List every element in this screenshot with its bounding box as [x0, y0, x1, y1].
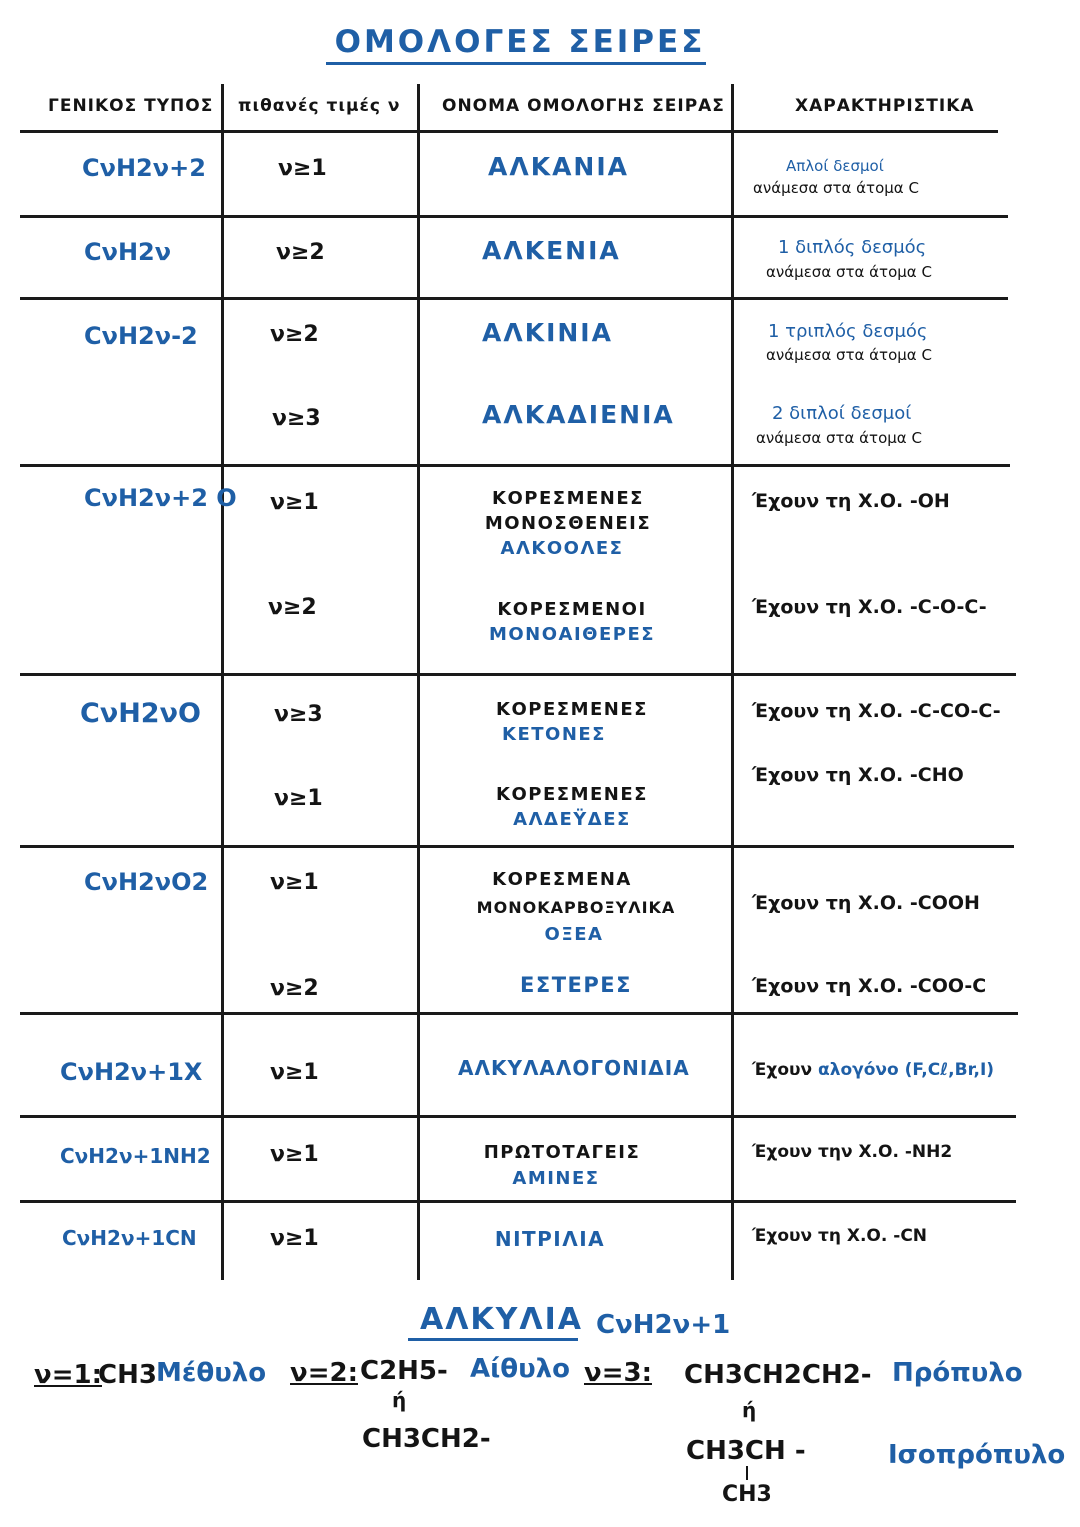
v2-label: ν=2:: [290, 1358, 358, 1388]
v2-or: ή: [392, 1388, 407, 1412]
v2-formula: C2H5-: [360, 1356, 448, 1386]
alkyls-formula: CνH2ν+1: [596, 1310, 731, 1340]
series-name: ΚΟΡΕΣΜΕΝΕΣ: [496, 784, 648, 805]
condition: ν≥1: [270, 870, 319, 895]
header-general-type: ΓΕΝΙΚΟΣ ΤΥΠΟΣ: [48, 96, 214, 116]
series-name: ΚΟΡΕΣΜΕΝΕΣ: [496, 699, 648, 720]
series-name: ΑΛΚΟΟΛΕΣ: [500, 538, 624, 559]
alkyls-underline: [408, 1338, 578, 1341]
formula-amines: CνH2ν+1NH2: [60, 1144, 211, 1168]
row-divider: [20, 215, 1008, 218]
series-name: ΑΛΚΕΝΙΑ: [482, 236, 621, 265]
series-name: ΝΙΤΡΙΛΙΑ: [494, 1227, 606, 1251]
formula-alkyl-halides: CνH2ν+1X: [60, 1058, 203, 1086]
series-name: ΜΟΝΟΚΑΡΒΟΞΥΛΙΚΑ: [476, 898, 676, 917]
series-name: ΜΟΝΟΣΘΕΝΕΙΣ: [484, 513, 652, 534]
series-name: ΜΟΝΟΑΙΘΕΡΕΣ: [488, 624, 656, 645]
title-underline: [326, 62, 706, 65]
row-divider: [20, 1200, 1016, 1203]
characteristic: 2 διπλοί δεσμοί: [772, 403, 912, 424]
row-divider: [20, 845, 1014, 848]
v3-alt-formula: CH3CH -: [686, 1436, 806, 1466]
characteristic: Απλοί δεσμοί: [786, 157, 884, 175]
v3-formula: CH3CH2CH2-: [684, 1360, 872, 1390]
condition: ν≥3: [272, 406, 321, 431]
condition: ν≥2: [270, 322, 319, 347]
series-name: ΕΣΤΕΡΕΣ: [520, 973, 632, 997]
formula-alkynes: CνH2ν-2: [84, 322, 198, 350]
series-name: ΟΞΕΑ: [544, 924, 604, 945]
series-name: ΑΛΚΥΛΑΛΟΓΟΝΙΔΙΑ: [458, 1056, 690, 1080]
row-divider: [20, 464, 1010, 467]
series-name: ΠΡΩΤΟΤΑΓΕΙΣ: [483, 1142, 641, 1163]
formula-nitriles: CνH2ν+1CN: [62, 1226, 197, 1250]
characteristic: Έχουν τη Χ.Ο. -COOH: [752, 892, 980, 914]
page-title: ΟΜΟΛΟΓΕΣ ΣΕΙΡΕΣ: [334, 24, 706, 60]
characteristic: ανάμεσα στα άτομα C: [766, 346, 932, 364]
v3-or: ή: [742, 1398, 757, 1422]
series-name: ΑΛΚΙΝΙΑ: [482, 318, 613, 347]
series-name: ΚΕΤΟΝΕΣ: [502, 724, 606, 745]
condition: ν≥1: [278, 156, 327, 181]
characteristic: Έχουν την Χ.Ο. -NH2: [752, 1142, 953, 1162]
series-name: ΑΛΔΕΫΔΕΣ: [513, 809, 631, 830]
characteristic: Έχουν τη Χ.Ο. -C-O-C-: [752, 596, 987, 618]
v2-alt-formula: CH3CH2-: [362, 1424, 491, 1454]
characteristic: Έχουν τη Χ.Ο. -ΟΗ: [752, 490, 950, 512]
row-divider: [20, 297, 1008, 300]
v2-name: Αίθυλο: [470, 1354, 570, 1384]
characteristic: Έχουν τη Χ.Ο. -CN: [752, 1226, 928, 1246]
condition: ν≥1: [274, 786, 323, 811]
formula-ketones-aldehydes: CνH2νO: [80, 698, 201, 729]
characteristic: ανάμεσα στα άτομα C: [756, 429, 922, 447]
characteristic: 1 διπλός δεσμός: [778, 237, 927, 258]
v1-name: Μέθυλο: [156, 1358, 267, 1388]
characteristic: [752, 1060, 994, 1080]
branch-bond: [746, 1466, 748, 1480]
series-name: ΑΛΚΑΔΙΕΝΙΑ: [482, 400, 675, 429]
characteristic-elements: (F,Cℓ,Br,I): [904, 1060, 995, 1080]
characteristic: Έχουν τη Χ.Ο. -CHO: [752, 764, 964, 786]
characteristic-halogen: αλογόνο: [818, 1060, 899, 1080]
characteristic-text: Έχουν: [752, 1060, 813, 1080]
condition: ν≥1: [270, 490, 319, 515]
v3-alt-name: Ισοπρόπυλο: [888, 1440, 1066, 1470]
condition: ν≥3: [274, 702, 323, 727]
header-characteristics: ΧΑΡΑΚΤΗΡΙΣΤΙΚΑ: [795, 96, 975, 116]
formula-alcohols: CνH2ν+2 O: [84, 484, 237, 512]
condition: ν≥2: [276, 240, 325, 265]
characteristic: Έχουν τη Χ.Ο. -COO-C: [752, 975, 987, 997]
condition: ν≥2: [270, 976, 319, 1001]
characteristic: ανάμεσα στα άτομα C: [766, 263, 932, 281]
formula-acids-esters: CνH2νO2: [84, 868, 209, 896]
series-name: ΑΛΚΑΝΙΑ: [488, 152, 629, 181]
condition: ν≥1: [270, 1226, 319, 1251]
condition: ν≥1: [270, 1060, 319, 1085]
series-name: ΚΟΡΕΣΜΕΝΟΙ: [497, 599, 647, 620]
header-series-name: ΟΝΟΜΑ ΟΜΟΛΟΓΗΣ ΣΕΙΡΑΣ: [442, 96, 725, 116]
characteristic: ανάμεσα στα άτομα C: [753, 179, 919, 197]
v1-formula: CH3: [98, 1360, 157, 1390]
header-possible-values: πιθανές τιμές ν: [238, 96, 401, 116]
alkyls-title: ΑΛΚΥΛΙΑ: [420, 1302, 584, 1337]
column-divider: [221, 84, 224, 1280]
column-divider: [417, 84, 420, 1280]
column-divider: [731, 84, 734, 1280]
series-name: ΚΟΡΕΣΜΕΝΑ: [492, 869, 632, 890]
characteristic: 1 τριπλός δεσμός: [768, 321, 928, 342]
v3-label: ν=3:: [584, 1358, 652, 1388]
formula-alkanes: CνH2ν+2: [82, 154, 206, 182]
v3-branch: CH3: [722, 1482, 772, 1507]
row-divider: [20, 673, 1016, 676]
series-name: ΑΜΙΝΕΣ: [512, 1168, 600, 1189]
formula-alkenes: CνH2ν: [84, 238, 172, 266]
row-divider: [20, 130, 998, 133]
characteristic: Έχουν τη Χ.Ο. -C-CO-C-: [752, 700, 1001, 722]
series-name: ΚΟΡΕΣΜΕΝΕΣ: [492, 488, 644, 509]
condition: ν≥2: [268, 595, 317, 620]
condition: ν≥1: [270, 1142, 319, 1167]
v3-name: Πρόπυλο: [892, 1358, 1023, 1388]
row-divider: [20, 1012, 1018, 1015]
v1-label: ν=1:: [34, 1360, 102, 1390]
row-divider: [20, 1115, 1016, 1118]
